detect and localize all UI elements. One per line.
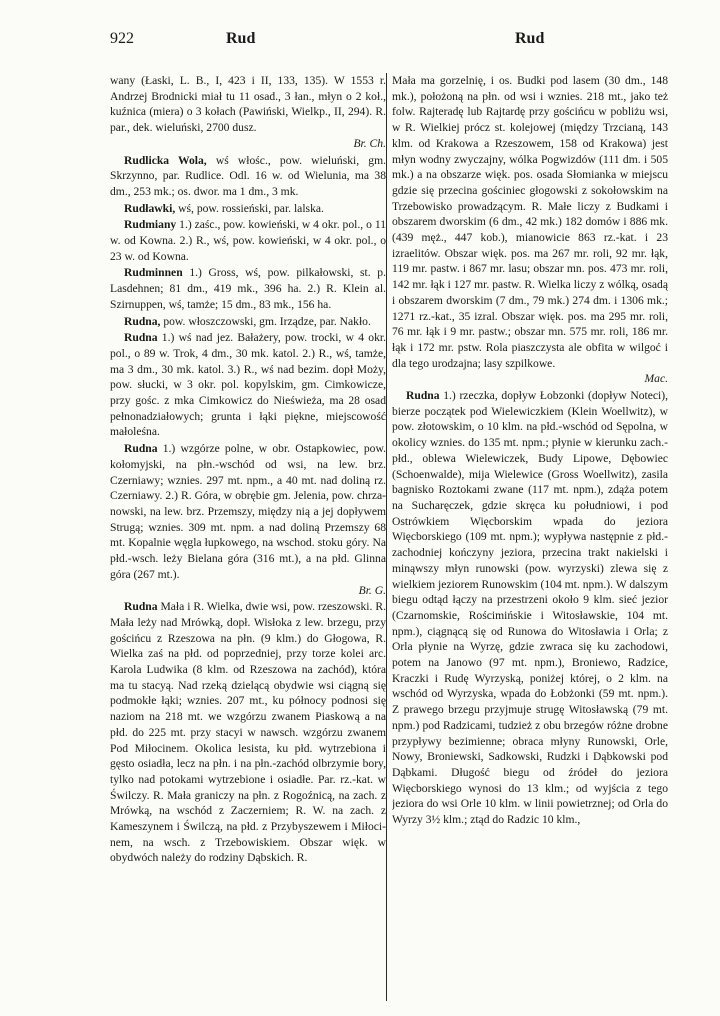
- entry-headword: Rudna,: [124, 314, 161, 328]
- entry-text: Mała i R. Wielka, dwie wsi, pow. rzeszowski. R. Mała leży nad Mrówką, dopł. Wisłoka z lew. brzegu, przy gościńcu z Rzeszowa na płn. (9 klm.) do Głogowa, R. Wielka zaś na płd. od poprzedniej, przy torze kolei arc. Karola Ludwika (8 klm. od Rzeszowa na zachód), która ma tu stacyą. Nad rzeką dzielącą obydwie wsi ciągną się podmokłe łąki; wznies. 207 mt., ku północy podnosi się naziom na 218 mt. we wzgórzu zwanem Piaskową a na płd. do 225 mt. przy stacyi w nawsch. wzgórzu zwanem Pod Miłocinem. Okolica lesista, ku płd. wytrzebiona i gęsto osiadła, lecz na płn. i na płn.-zachód olbrzymie bory, tylko nad potokami wytrzebione i osiadłe. Par. rz.-kat. w Świlczy. R. Mała graniczy na płn. z Rogoźnicą, na zach. z Mrówką, na wschód z Zaczerniem; R. W. na zach. z Kameszynem i Świlczą, na płd. z Przybyszewem i Miłocinem, na wsch. z Trzebowiskiem. Obszar więk. w obydwóch należy do rodziny Dąbskich. R.: [110, 600, 386, 865]
- page-header: [110, 30, 690, 54]
- entry-headword: Rudlicka Wola,: [124, 153, 207, 167]
- entry-text: 1.) zaśc., pow. kowieński, w 4 okr. pol., o 11 w. od Kowna. 2.) R., wś, pow. kowieński, w 4 okr. pol., o 23 w. od Kowna.: [110, 218, 386, 263]
- right-running-head: Rud: [515, 30, 545, 47]
- dictionary-entry: [110, 73, 386, 152]
- entry-text: 1.) wzgórze polne, w obr. Ostapkowiec, pow. kołomyjski, na płn.-wschód od wsi, na lew. brz. Czerniawy; wznies. 297 mt. npm., a 40 mt. nad doliną rz. Czerniawy. 2.) R. Góra, w obrębie gm. Jelenia, pow. chrzanowski, na lew. brz. Przemszy, między nią a jej dopływem Strugą; wznies. 309 mt. npm. a nad doliną Przemszy 68 mt. Kopalnie węgla łupkowego, na wschod. stoku góry. Na płd.-wsch. leży Bielana góra (316 mt.), a na płd. Glinna góra (267 mt.).: [110, 442, 386, 581]
- dictionary-entry: [110, 441, 386, 598]
- entry-text: Mała ma gorzelnię, i os. Budki pod lasem (30 dm., 148 mk.), położoną na płn. od wsi i wznies. 218 mt., jako też folw. Rajteradę lub Rajtardę przy gościńcu w pobliżu wsi, w R. Wielkiej prócz st. kolejowej (między Trzcianą, 143 klm. od Krakowa a Rzeszowem, 158 od Krakowa) jest młyn wodny zwyczajny, wólka Pogwizdów (111 dm. i 505 mk.) a na obszarze więk. pos. osada Słomianka w miejscu gdzie się przecina gościniec głogowski z sokołowskim na Trzebowisko prowadzącym. R. Małe liczy z Budkami i obszarem dworskim (6 dm., 42 mk.) 182 domów i 886 mk. (439 męż., 447 kob.), mianowicie 863 rz.-kat. i 23 izraelitów. Obszar więk. pos. ma 267 mr. roli, 92 mr. łąk, 119 mr. pastw. i 867 mr. lasu; obszar mn. pos. 473 mr. roli, 142 mr. łąk i 127 mr. pastw. R. Wielka liczy z wólką, osadą i obszarem dworskim (7 dm., 79 mk.) 274 dm. i 1306 mk.; 1271 rz.-kat., 35 izral. Obszar więk. pos. ma 295 mr. roli, 76 mr. łąk i 9 mr. pastw.; obszar mn. 575 mr. roli, 186 mr. łąk i 172 mr. pstw. Rola piaszczysta ale obfita w wilgoć i dla tego urodzajna; lasy szpilkowe.: [392, 74, 668, 370]
- dictionary-entry: [392, 388, 668, 828]
- entry-text: wś włośc., pow. wieluński, gm. Skrzynno, par. Rudlice. Odl. 16 w. od Wielunia, ma 38 dm., 253 mk.; os. dwor. ma 1 dm., 3 mk.: [110, 153, 386, 198]
- dictionary-entry: [110, 265, 386, 312]
- dictionary-entry: [392, 73, 668, 387]
- right-column: [392, 73, 668, 1003]
- dictionary-entry: [110, 217, 386, 264]
- entry-headword: Rudna: [124, 442, 158, 456]
- entry-text: pow. włoszczowski, gm. Irządze, par. Nakło.: [163, 314, 371, 328]
- entry-author-signature: Br. G.: [358, 583, 386, 597]
- entry-text: wany (Łaski, L. B., I, 423 i II, 133, 135). W 1553 r. Andrzej Brodnicki miał tu 11 osad., 3 łan., młyn o 2 koł., kuźnica (miera) o 3 kołach (Pawiński, Wielkp., II, 294). R. par., dek. wieluński, 2700 dusz.: [110, 74, 386, 135]
- dictionary-entry: [110, 153, 386, 200]
- dictionary-entry: [110, 599, 386, 866]
- left-running-head: Rud: [226, 30, 256, 47]
- entry-text: 1.) Gross, wś, pow. pilkałowski, st. p. Lasdehnen; 81 dm., 419 mk., 396 ha. 2.) R. Klein al. Szirnuppen, wś, tamże; 15 dm., 83 mk., 156 ha.: [110, 266, 386, 311]
- entry-text: wś, pow. rossieński, par. lalska.: [178, 201, 324, 215]
- entry-author-signature: Mac.: [644, 372, 668, 386]
- entry-headword: Rudna: [124, 331, 158, 345]
- column-divider: [386, 73, 387, 1001]
- entry-headword: Rudna: [124, 600, 158, 614]
- entry-headword: Rudna: [406, 389, 440, 403]
- dictionary-entry: [110, 314, 386, 330]
- left-column: [110, 73, 386, 1003]
- entry-headword: Rudminnen: [124, 266, 183, 280]
- dictionary-entry: [110, 201, 386, 217]
- entry-headword: Rudmiany: [124, 218, 177, 232]
- dictionary-entry: [110, 330, 386, 440]
- entry-text: 1.) rzeczka, dopływ Łobzonki (dopływ Noteci), bierze początek pod Wielewiczkiem (Klein Woellwitz), w pow. złotowskim, o 10 klm. na płd.-wschód od Sępolna, w okolicy wznies. do 135 mt. npm.; płynie w kierunku zach.-płd., oblewa Wielewiczek, Budy Lipowe, Dębowiec (Schoenwalde), mija Wielewice (Gross Woellwitz), zasila bagnisko Roztokami zwane (117 mt. npm.), zdąża potem na Sucharęczek, gdzie skręca ku południowi, i pod Ostrówkiem Więcborskim wpada do jeziora Więcborskiego (109 mt. npm.); wypływa następnie z płd.-zachodniej kończyny jeziora, przecina trakt nakielski i minąwszy młyn runowski (pow. wyrzyski) zlewa się z wielkiem jeziorem Runowskim (104 mt. npm.). W dalszym biegu odtąd łączy na przestrzeni około 9 klm. sieć jezior (Czarnomskie, Rościmińskie i Witosławskie, 104 mt. npm.), ciągnącą się od Runowa do Witosławia i Orla; z Orla płynie na Wyrzę, gdzie zwraca się ku zachodowi, potem na Janowo (97 mt. npm.), Broniewo, Radzice, Kraczki i Rudę Wyrzyską, poniżej której, o 2 klm. na wschód od Wyrzyska, wpada do Łobżonki (59 mt. npm.). Z prawego brzegu przyjmuje strugę Witosławską (79 mt. npm.) pod Radzicami, tudzież z obu brzegów różne drobne przypływy bezimienne; obraca młyny Runowski, Orle, Nowy, Broniewski, Sadkowski, Rudzki i Dąbkowski pod Dąbkami. Długość biegu od źródeł do jeziora Więcborskiego wynosi do 13 klm.; od wyjścia z tego jeziora do wsi Orle 10 klm. w linii powietrznej; od Orla do Wyrzy 3½ klm.; ztąd do Radzic 10 klm.,: [392, 389, 668, 827]
- entry-headword: Rudławki,: [124, 201, 176, 215]
- page-number: 922: [110, 30, 134, 47]
- entry-text: 1.) wś nad jez. Bałażery, pow. trocki, w 4 okr. pol., o 89 w. Trok, 4 dm., 30 mk. katol. 2.) R., wś, tamże, ma 3 dm., 30 mk. katol. 3.) R., wś nad bezim. dopł Moży, pow. słucki, w 3 okr. pol. kopylskim, gm. Cimkowicze, przy gośc. z mka Cimkowicz do Nieświeża, ma 28 osad pełnonadziałowych; grunta i łąki piękne, miejscowość małoleśna.: [110, 331, 386, 439]
- entry-author-signature: Br. Ch.: [353, 136, 386, 150]
